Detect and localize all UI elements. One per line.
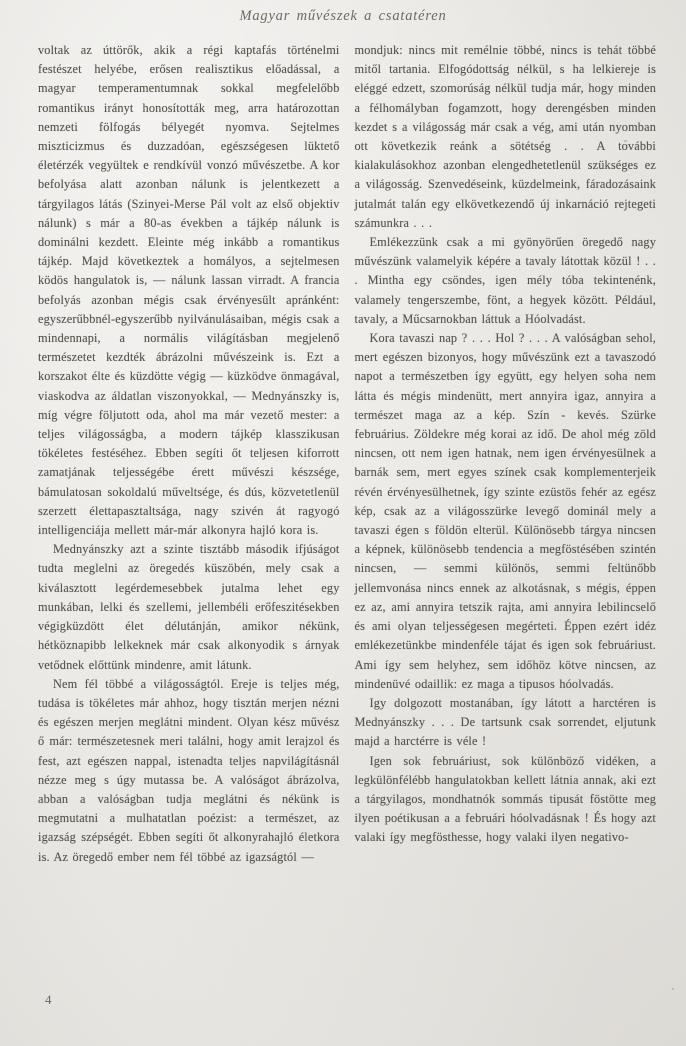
right-column-paragraph-1: mondjuk: nincs mit remélnie többé, nincs is tehát többé mitől tartania. Elfogódottság nélkül, s ha lelkiereje is eléggé edzett, szomorúság nélkül tudja már, hogy minden a félhomályban fogamzott, hogy derengésben minden kezdet s a világosság már csak a vég, ami után nyomban ott következik reánk a sötétség . . A további kialakulásokhoz azonban elengedhetetlenül szükséges ez a világosság. Szenvedéseink, küzdelmeink, fáradozásaink jutalmát talán egy elkövetkezendő új inkarnáció rejtegeti számunkra . . . bbox=[354, 43, 656, 230]
scan-speck bbox=[404, 590, 406, 593]
running-head-title: Magyar művészek a csatatéren bbox=[239, 8, 447, 24]
right-column-paragraph-3: Kora tavaszi nap ? . . . Hol ? . . . A valóságban sehol, mert egészen bizonyos, hogy művészünk ezt a tavaszodó napot a természetben így együtt, egy helyen soha nem látta és mégis mindenütt, mert annyira igaz, annyira a természet maga az a kép. Szín - kevés. Szürke februárius. Zöldekre még korai az idő. De ahol még zöld nincsen, ott nem igen hatnak, nem igen érvényesülnek a barnák sem, mert egyes színek csak komplementerjeik révén érvényesülhetnek, így szinte ezüstös fehér az egész kép, csak az a világosszürke levegő dominál mely a tavaszi égen s földön elterül. Különösebb tárgya nincsen a képnek, különösebb tendencia a megföstésében szintén nincsen, — semmi különös, semmi feltünőbb jellemvonása nincs ennek az alkotásnak, s mégis, éppen ez az, ami annyira tetszik rajta, ami annyira lebilincselő és ami olyan teljességesen megérteti. Éppen ezért idéz emlékezetünkbe mindenféle tájat és igen sok februáriust. Ami így sem helyhez, sem időhöz kötve nincsen, az mindenüvé odaillik: ez maga a tipusos hóolvadás. bbox=[354, 331, 656, 691]
text-columns bbox=[38, 41, 656, 989]
right-column-paragraph-2: Emlékezzünk csak a mi gyönyörűen öregedő nagy művészünk valamelyik képére a tavaly látottak közül ! . . . Mintha egy csöndes, igen mély tóba tekintenénk, valamely tengerszembe, fönt, a hegyek között. Például, tavaly, a Műcsarnokban láttuk a Hóolvadást. bbox=[354, 235, 656, 326]
left-column-paragraph-1: voltak az úttörők, akik a régi kaptafás történelmi festészet helyébe, erősen realisztikus előadással, a magyar temperamentumnak sokkal megfelelőbb romantikus irányt honosították meg, arra határozottan nemzeti fölfogás bélyegét nyomva. Sejtelmes miszticizmus és duzzadóan, egészségesen lüktető életérzék vegyültek e rendkívül vonzó művészetbe. A kor befolyása alatt azonban nálunk is jelentkezett a tárgyilagos látás (Szinyei-Merse Pál volt az első objektiv nálunk) s már a 80-as években a tájkép nálunk is dominálni kezdett. Eleinte még inkább a romantikus tájkép. Majd következtek a homályos, a sejtelmesen ködös hangulatok is, — nálunk lassan virradt. A francia befolyás azonban mégis csak érvényesült apránként: egyszerűbbnél-egyszerűbb nyilvánulásaiban, mégis csak a mindennapi, a normális világításban megjelenő természetet kezdték ábrázolni művészeink is. Ezt a korszakot élte és küzdötte végig — küzködve önmagával, viaskodva az áldatlan viszonyokkal, — Mednyánszky is, míg végre följutott oda, ahol ma már vezető mester: a teljes világosságba, a modern tájkép klasszikusan tökéletes festéséhez. Ebben segíti őt teljesen kiforrott zamatjának teljességébe érett művészi készsége, bámulatosan sokoldalú műveltsége, és dús, közvetetlenül szerzett élettapasztaltsága, nagy szivén át ragyogó intelligenciája mellett már-már alkonyra hajló kora is. bbox=[38, 43, 340, 538]
right-column-paragraph-5: Igen sok februáriust, sok különböző vidéken, a legkülönfélébb hangulatokban kellett látnia annak, aki ezt a tárgyilagos, mondhatnók sommás tipusát föstötte meg ilyen poétikusan a a februári hóolvadásnak ! És hogy azt valaki így megfösthesse, hogy valaki ilyen negativo- bbox=[354, 753, 656, 845]
right-column-paragraph-4: Igy dolgozott mostanában, így látott a harctéren is Mednyánszky . . . De tartsunk csak sorrendet, eljutunk majd a harctérre is véle ! bbox=[354, 695, 656, 749]
left-column-paragraph-2: Mednyánszky azt a szinte tisztább második ifjúságot tudta meglelni az öregedés küszöbén, mely csak a kiválasztott legérdemesebbek jutalma lehet egy munkában, lelki és szellemi, jellembéli erőfeszitésekben végigküzdött élet délutánján, amikor nékünk, hétköznapibb lelkeknek már csak alkonyodik s árnyak vetődnek előttünk mindenre, amit látunk. bbox=[38, 542, 340, 672]
left-column bbox=[38, 41, 340, 989]
page-number: 4 bbox=[45, 992, 52, 1007]
scan-speck bbox=[624, 140, 627, 142]
scan-speck bbox=[672, 988, 674, 990]
left-column-paragraph-3: Nem fél többé a világosságtól. Ereje is teljes még, tudása is tökéletes már ahhoz, hogy tisztán merjen nézni és egészen merjen meglátni mindent. Olyan kész művész ő már: természetesnek meri találni, hogy amit lerajzol és fest, azt egészen nappal, istenadta teljes napvilágításnál nézze meg s úgy mutassa be. A valóságot ábrázolva, abban a valóságban tudja meglátni és nékünk is megmutatni a mulhatatlan poézist: a természet, az igazság szépségét. Ebben segíti őt alkonyrahajló életkora is. Az öregedő ember nem fél többé az igazságtól — bbox=[38, 676, 340, 864]
right-column bbox=[355, 41, 657, 989]
